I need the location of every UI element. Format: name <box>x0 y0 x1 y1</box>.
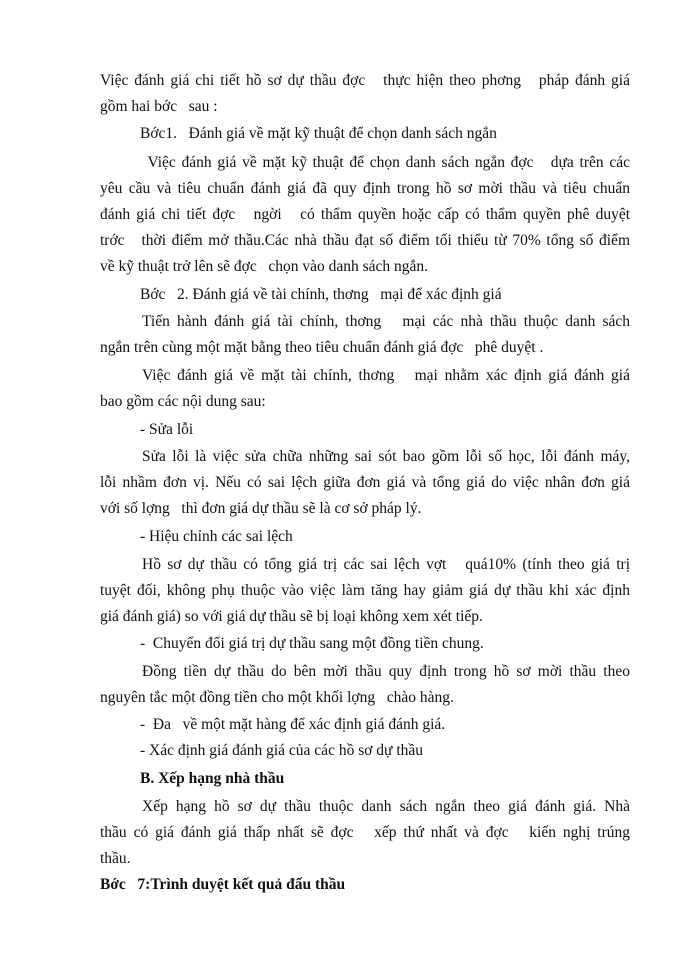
text-line: gồm hai bớc sau : <box>100 98 218 115</box>
text-line: Đồng tiền dự thầu do bên mời thầu quy định trong hồ sơ mời thầu theo <box>142 663 630 680</box>
text-line: thầu có giá đánh giá thấp nhất sẽ đợc xếp thứ nhất và đợc kiến nghị trúng <box>100 824 630 841</box>
text-line: với số lợng thì đơn giá dự thầu sẽ là cơ sở pháp lý. <box>100 500 422 517</box>
step-heading: Bớc 2. Đánh giá về tài chính, thơng mại để xác định giá <box>140 286 502 303</box>
text-line: ngắn trên cùng một mặt bằng theo tiêu chuẩn đánh giá đợc phê duyệt . <box>100 339 544 356</box>
text-line: lỗi nhầm đơn vị. Nếu có sai lệch giữa đơn giá và tổng giá do việc nhân đơn giá <box>100 474 630 491</box>
text-line: trớc thời điểm mở thầu.Các nhà thầu đạt số điểm tối thiểu từ 70% tổng số điểm <box>100 232 630 249</box>
text-line: Việc đánh giá chi tiết hồ sơ dự thầu đợc thực hiện theo phơng pháp đánh giá <box>100 72 630 89</box>
text-line: Hồ sơ dự thầu có tổng giá trị các sai lệch vợt quá10% (tính theo giá trị <box>142 556 630 573</box>
text-line: thầu. <box>100 850 131 867</box>
list-item: - Hiệu chỉnh các sai lệch <box>140 528 293 545</box>
section-heading: B. Xếp hạng nhà thầu <box>140 770 285 787</box>
text-line: Xếp hạng hồ sơ dự thầu thuộc danh sách ngắn theo giá đánh giá. Nhà <box>142 798 630 815</box>
text-line: bao gồm các nội dung sau: <box>100 393 266 410</box>
list-item: - Đa về một mặt hàng để xác định giá đánh giá. <box>140 716 446 733</box>
text-line: yêu cầu và tiêu chuẩn đánh giá đã quy định trong hồ sơ mời thầu và tiêu chuẩn <box>100 180 630 197</box>
text-line: Sửa lỗi là việc sửa chữa những sai sót bao gồm lỗi số học, lỗi đánh máy, <box>142 448 630 465</box>
text-line: Tiến hành đánh giá tài chính, thơng mại các nhà thầu thuộc danh sách <box>142 313 630 330</box>
text-line: giá đánh giá) so với giá dự thầu sẽ bị loại không xem xét tiếp. <box>100 608 483 625</box>
step-heading: Bớc 7:Trình duyệt kết quả đấu thầu <box>100 876 346 893</box>
list-item: - Xác định giá đánh giá của các hồ sơ dự thầu <box>140 742 424 759</box>
text-line: đánh giá chi tiết đợc ngời có thẩm quyền hoặc cấp có thẩm quyền phê duyệt <box>100 206 630 223</box>
step-heading: Bớc1. Đánh giá về mặt kỹ thuật để chọn danh sách ngắn <box>140 125 497 142</box>
list-item: - Chuyển đổi giá trị dự thầu sang một đồng tiền chung. <box>140 635 484 652</box>
list-item: - Sửa lỗi <box>140 421 194 438</box>
text-line: Việc đánh giá về mặt tài chính, thơng mại nhằm xác định giá đánh giá <box>142 367 630 384</box>
text-line: tuyệt đối, không phụ thuộc vào việc làm tăng hay giảm giá dự thầu khi xác định <box>100 582 630 599</box>
text-line: nguyên tắc một đồng tiền cho một khối lợng chào hàng. <box>100 689 454 706</box>
text-line: về kỹ thuật trở lên sẽ đợc chọn vào danh sách ngắn. <box>100 258 429 275</box>
text-line: Việc đánh giá về mặt kỹ thuật để chọn danh sách ngắn đợc dựa trên các <box>142 154 630 171</box>
